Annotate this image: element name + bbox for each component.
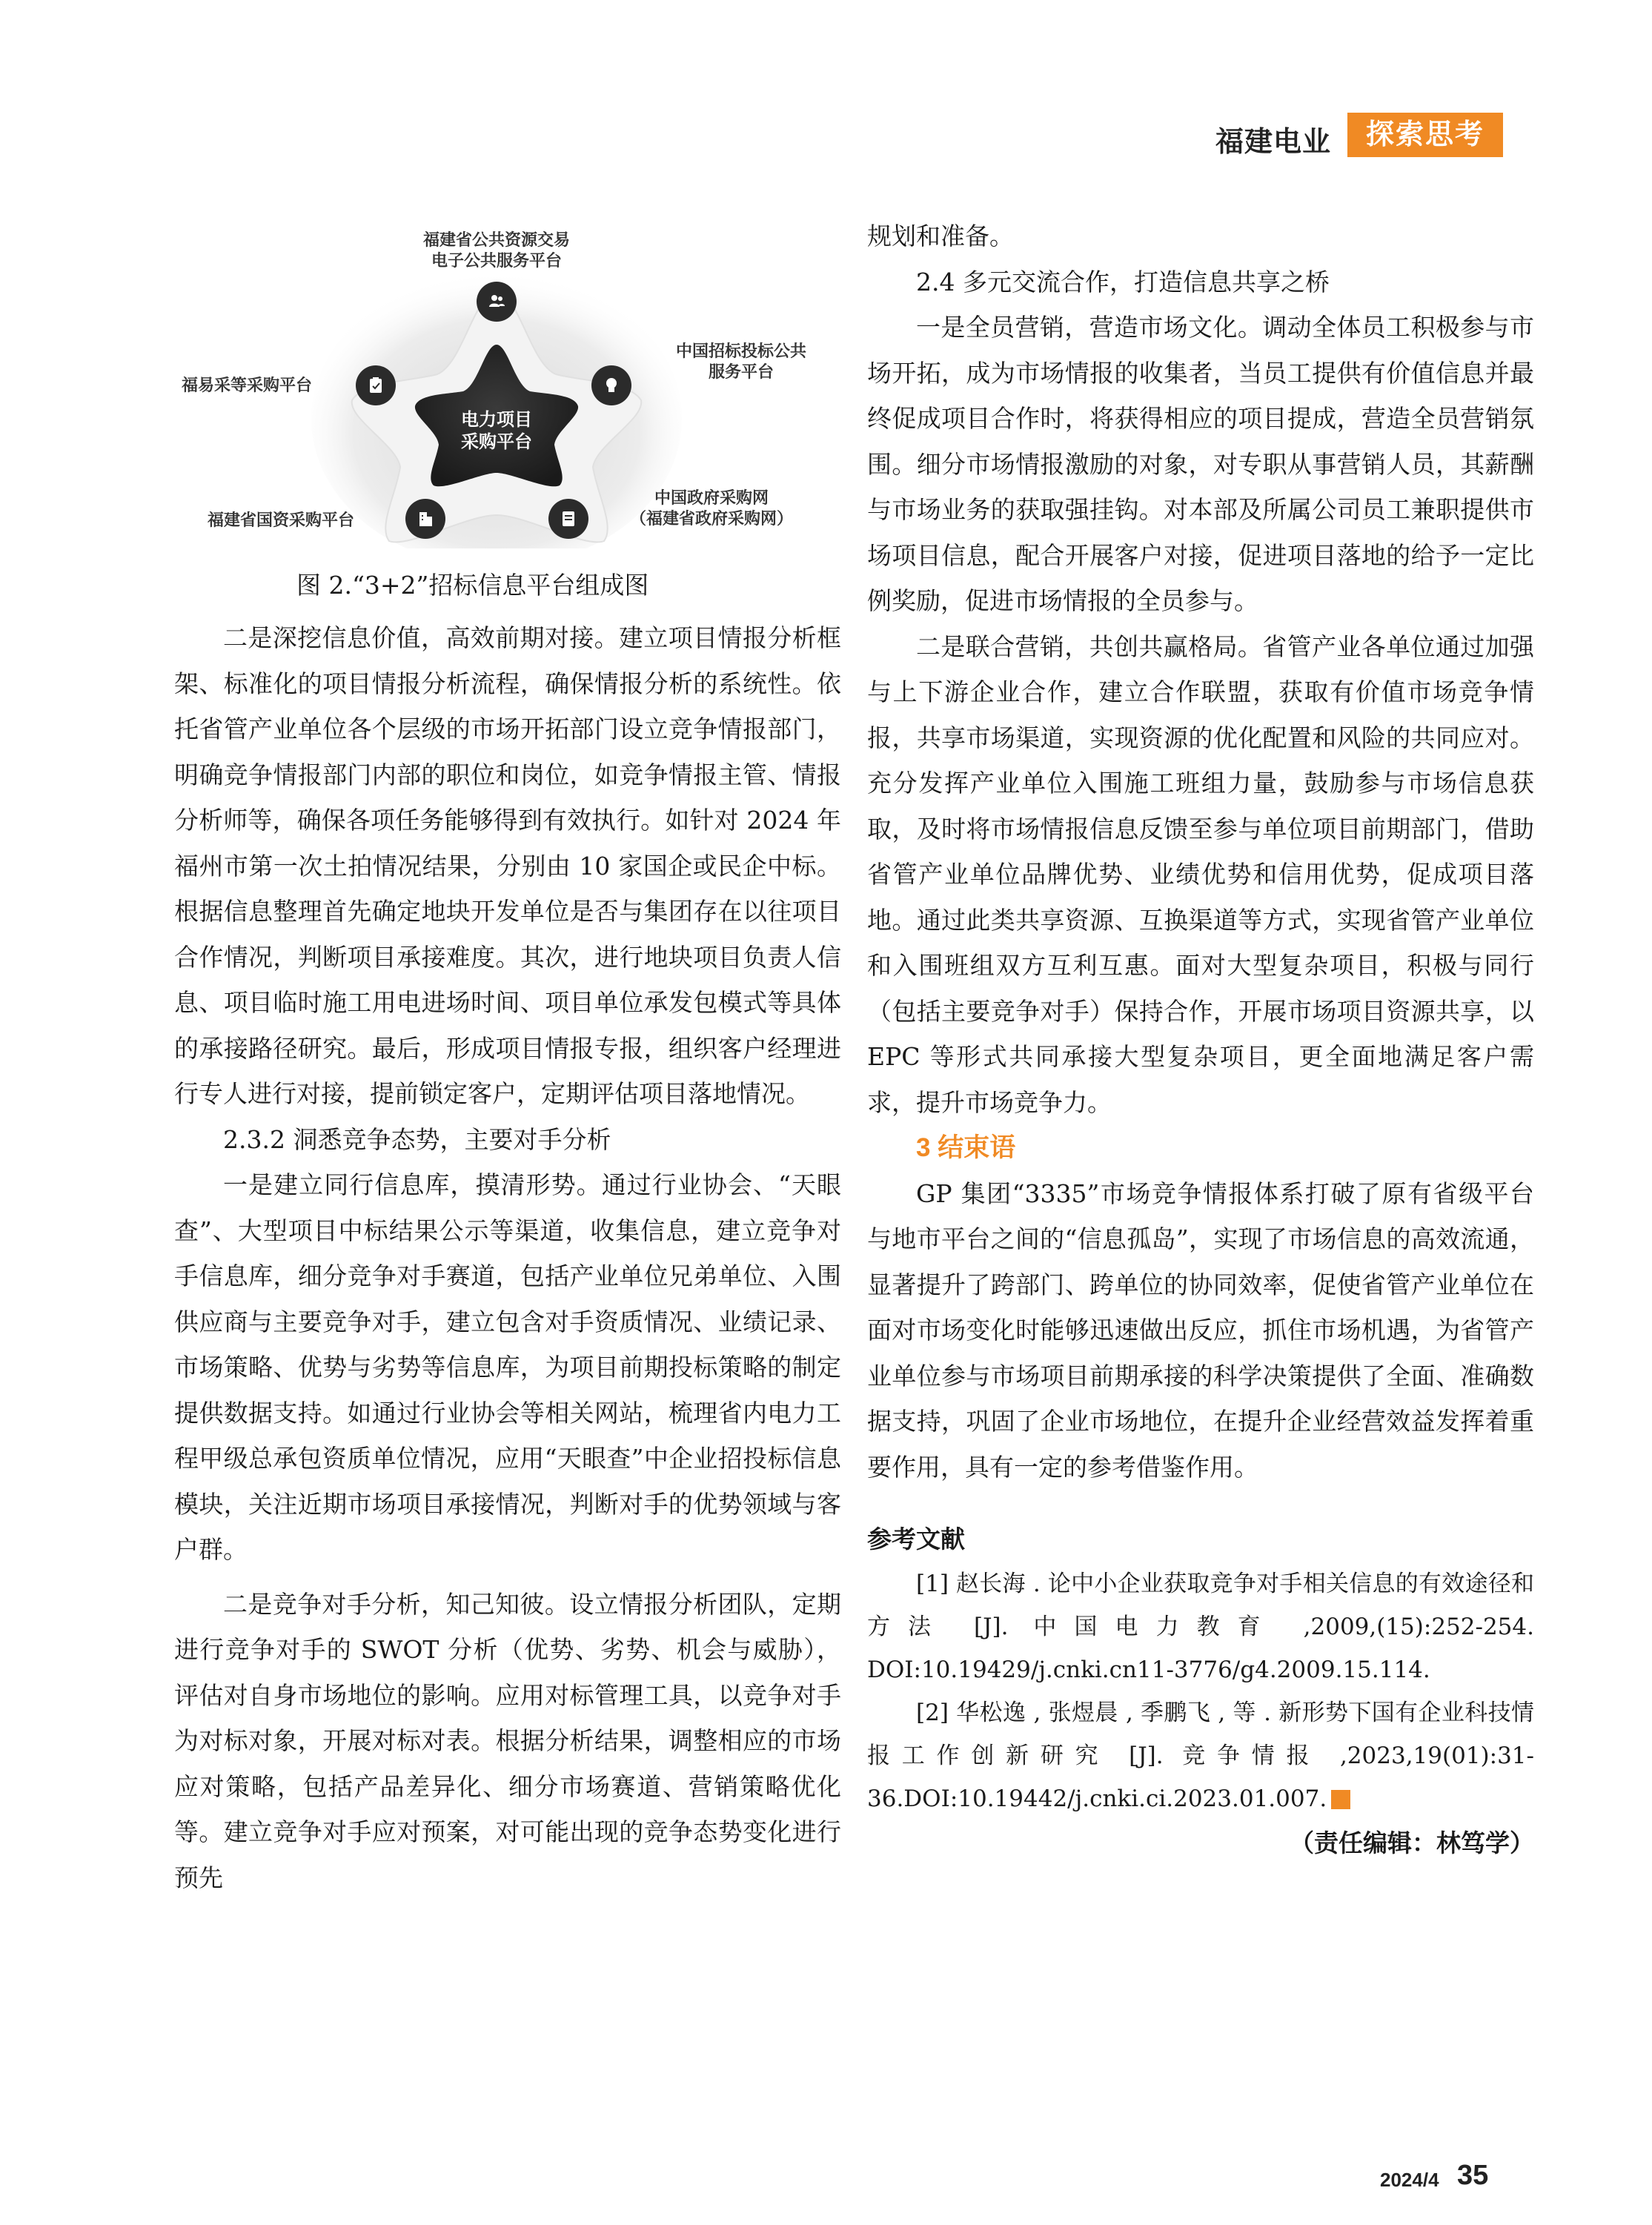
node-lower-right: [548, 499, 588, 539]
section-badge: 探索思考: [1347, 113, 1503, 157]
center-label-line1: 电力项目: [461, 410, 532, 430]
document-icon: [559, 509, 578, 528]
issue-number: 2024/4: [1380, 2169, 1439, 2191]
reference-1: [1] 赵长海 . 论中小企业获取竞争对手相关信息的有效途径和方法 [J]. 中国电力教育 ,2009,(15):252-254. DOI:10.19429/j.cnki.cn11-3776/g4.2009.15.114.: [867, 1570, 1534, 1683]
left-paragraph-1: 二是深挖信息价值，高效前期对接。建立项目情报分析框架、标准化的项目情报分析流程，确保情报分析的系统性。依托省管产业单位各个层级的市场开拓部门设立竞争情报部门，明确竞争情报部门内部的职位和岗位，如竞争情报主管、情报分析师等，确保各项任务能够得到有效执行。如针对 2024 年福州市第一次土拍情况结果，分别由 10 家国企或民企中标。根据信息整理首先确定地块开发单位是否与集团存在以往项目合作情况，判断项目承接难度。其次，进行地块项目负责人信息、项目临时施工用电进场时间、项目单位承发包模式等具体的承接路径研究。最后，形成项目情报专报，组织客户经理进行专人进行对接，提前锁定客户，定期评估项目落地情况。: [174, 623, 841, 1108]
right-paragraph-1: 一是全员营销，营造市场文化。调动全体员工积极参与市场开拓，成为市场情报的收集者，当员工提供有价值信息并最终促成项目合作时，将获得相应的项目提成，营造全员营销氛围。细分市场情报激励的对象，对专职从事营销人员，其薪酬与市场业务的获取强挂钩。对本部及所属公司员工兼职提供市场项目信息，配合开展客户对接，促进项目落地的给予一定比例奖励，促进市场情报的全员参与。: [867, 313, 1534, 615]
node-left-label: 福易采等采购平台: [182, 376, 313, 394]
references-title: 参考文献: [867, 1525, 965, 1553]
end-mark: [1331, 1790, 1350, 1809]
building-icon: [416, 509, 435, 528]
section-heading: 3 结束语: [916, 1133, 1016, 1162]
node-lower-right-label-2: （福建省政府采购网）: [629, 509, 793, 528]
right-subheading: 2.4 多元交流合作，打造信息共享之桥: [916, 267, 1330, 296]
node-right-label-1: 中国招标投标公共: [675, 342, 806, 360]
figure-caption: 图 2.“3+2”招标信息平台组成图: [296, 571, 649, 600]
node-top-label-2: 电子公共服务平台: [431, 251, 562, 270]
people-icon: [487, 292, 506, 311]
platform-diagram: [170, 222, 845, 548]
left-subheading: 2.3.2 洞悉竞争态势，主要对手分析: [223, 1124, 611, 1154]
node-lower-left: [405, 499, 445, 539]
left-column: [174, 615, 841, 1900]
center-label-line2: 采购平台: [461, 432, 532, 452]
node-lower-left-label: 福建省国资采购平台: [208, 511, 355, 529]
node-top-label-1: 福建省公共资源交易: [422, 231, 570, 249]
editor-credit: （责任编辑：林笃学）: [1290, 1828, 1534, 1857]
reference-2-wrapper: [867, 1691, 1534, 1820]
node-right: [591, 365, 631, 405]
right-paragraph-3: GP 集团“3335”市场竞争情报体系打破了原有省级平台与地市平台之间的“信息孤岛”，实现了市场信息的高效流通，显著提升了跨部门、跨单位的协同效率，促使省管产业单位在面对市场变化时能够迅速做出反应，抓住市场机遇，为省管产业单位参与市场项目前期承接的科学决策提供了全面、准确数据支持，巩固了企业市场地位，在提升企业经营效益发挥着重要作用，具有一定的参考借鉴作用。: [867, 1178, 1534, 1482]
left-paragraph-2: 一是建立同行信息库，摸清形势。通过行业协会、“天眼查”、大型项目中标结果公示等渠道，收集信息，建立竞争对手信息库，细分竞争对手赛道，包括产业单位兄弟单位、入围供应商与主要竞争对手，建立包含对手资质情况、业绩记录、市场策略、优势与劣势等信息库，为项目前期投标策略的制定提供数据支持。如通过行业协会等相关网站，梳理省内电力工程甲级总承包资质单位情况，应用“天眼查”中企业招投标信息模块，关注近期市场项目承接情况，判断对手的优势领域与客户群。: [174, 1170, 841, 1564]
node-lower-right-label-1: 中国政府采购网: [654, 488, 769, 507]
node-top: [477, 282, 517, 322]
node-left: [356, 365, 396, 405]
reference-2: [2] 华松逸 , 张煜晨 , 季鹏飞 , 等 . 新形势下国有企业科技情报工作创新研究 [J]. 竞争情报 ,2023,19(01):31-36.DOI:10.19442/j.cnki.ci.2023.01.007.: [867, 1699, 1534, 1812]
clipboard-icon: [366, 376, 385, 395]
journal-name: 福建电业: [1215, 127, 1332, 158]
right-column: [867, 213, 1534, 1866]
page-number: 35: [1457, 2160, 1489, 2191]
node-right-label-2: 服务平台: [708, 362, 774, 381]
lightbulb-icon: [602, 376, 621, 395]
right-paragraph-0: 规划和准备。: [867, 222, 1014, 251]
right-paragraph-2: 二是联合营销，共创共赢格局。省管产业各单位通过加强与上下游企业合作，建立合作联盟，获取有价值市场竞争情报，共享市场渠道，实现资源的优化配置和风险的共同应对。充分发挥产业单位入围施工班组力量，鼓励参与市场信息获取，及时将市场情报信息反馈至参与单位项目前期部门，借助省管产业单位品牌优势、业绩优势和信用优势，促成项目落地。通过此类共享资源、互换渠道等方式，实现省管产业单位和入围班组双方互利互惠。面对大型复杂项目，积极与同行（包括主要竞争对手）保持合作，开展市场项目资源共享，以 EPC 等形式共同承接大型复杂项目，更全面地满足客户需求，提升市场竞争力。: [867, 631, 1534, 1117]
left-paragraph-3: 二是竞争对手分析，知己知彼。设立情报分析团队，定期进行竞争对手的 SWOT 分析（优势、劣势、机会与威胁），评估对自身市场地位的影响。应用对标管理工具，以竞争对手为对标对象，开展对标对表。根据分析结果，调整相应的市场应对策略，包括产品差异化、细分市场赛道、营销策略优化等。建立竞争对手应对预案，对可能出现的竞争态势变化进行预先: [174, 1589, 841, 1892]
